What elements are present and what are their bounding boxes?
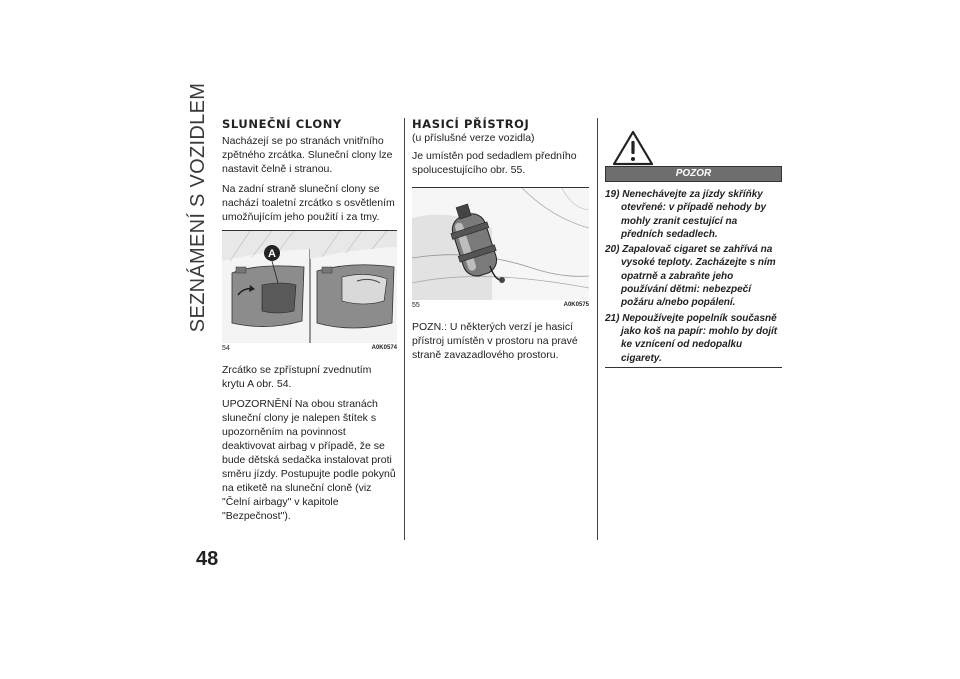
paragraph-note: POZN.: U některých verzí je hasicí přístroj umístěn v prostoru na pravé straně zavazadlového prostoru.: [412, 321, 578, 361]
warning-item: 21) Nepoužívejte popelník současně jako koš na papír: mohlo by dojít ke vznícení od nedopalku cigarety.: [605, 312, 778, 364]
fire-extinguisher-illustration: [412, 188, 589, 300]
side-section-title: [184, 82, 214, 332]
figure-number: 54: [222, 345, 230, 352]
sun-visor-illustration: [222, 231, 397, 343]
paragraph: Zrcátko se zpřístupní zvednutím krytu A obr. 54.: [222, 364, 372, 390]
heading-fire-extinguisher: HASICÍ PŘÍSTROJ: [412, 117, 530, 131]
page-number: 48: [196, 548, 219, 570]
warning-title: POZOR: [605, 166, 782, 182]
paragraph: Je umístěn pod sedadlem předního spolucestujícího obr. 55.: [412, 150, 577, 176]
warning-item: 19) Nenechávejte za jízdy skříňky otevřené: v případě nehody by mohly zranit cestující na předních sedadlech.: [605, 189, 767, 240]
figure-54-caption: [222, 344, 397, 353]
column-divider: [597, 118, 598, 540]
figure-code: A0K0575: [563, 302, 589, 308]
warning-bottom-rule: [605, 367, 782, 368]
warning-item: 20) Zapalovač cigaret se zahřívá na vysoké teploty. Zacházejte s ním opatrně a zabraňte jeho používání dětmi: nebezpečí požáru a/nebo popálení.: [605, 244, 776, 309]
paragraph: Na zadní straně sluneční clony se nachází toaletní zrcátko s osvětlením umožňujícím jeho použití i za tmy.: [222, 183, 395, 223]
paragraph-note: UPOZORNĚNÍ Na obou stranách sluneční clony je nalepen štítek s upozorněním na povinnost deaktivovat airbag v případě, že se bude dětská sedačka instalovat proti směru jízdy. Postupujte podle pokynů na etiketě na sluneční cloně (viz "Čelní airbagy" v kapitole "Bezpečnost").: [222, 398, 396, 522]
callout-a-label: A: [268, 248, 276, 260]
figure-code: A0K0574: [371, 345, 397, 351]
figure-number: 55: [412, 302, 420, 309]
warning-triangle-icon: [612, 130, 654, 166]
column-sun-visors: [222, 118, 397, 529]
column-warning: [605, 118, 782, 368]
figure-54: [222, 230, 397, 353]
column-fire-extinguisher: [412, 118, 589, 368]
side-section-title-text: SEZNÁMENÍ S VOZIDLEM: [187, 82, 210, 332]
heading-sun-visors: SLUNEČNÍ CLONY: [222, 117, 342, 131]
warning-list: [605, 188, 782, 365]
heading-subtitle: (u příslušné verze vozidla): [412, 132, 535, 144]
figure-55: [412, 187, 589, 310]
figure-55-caption: [412, 301, 589, 310]
column-divider: [404, 118, 405, 540]
paragraph: Nacházejí se po stranách vnitřního zpětného zrcátka. Sluneční clony lze nastavit čelně i stranou.: [222, 135, 393, 175]
